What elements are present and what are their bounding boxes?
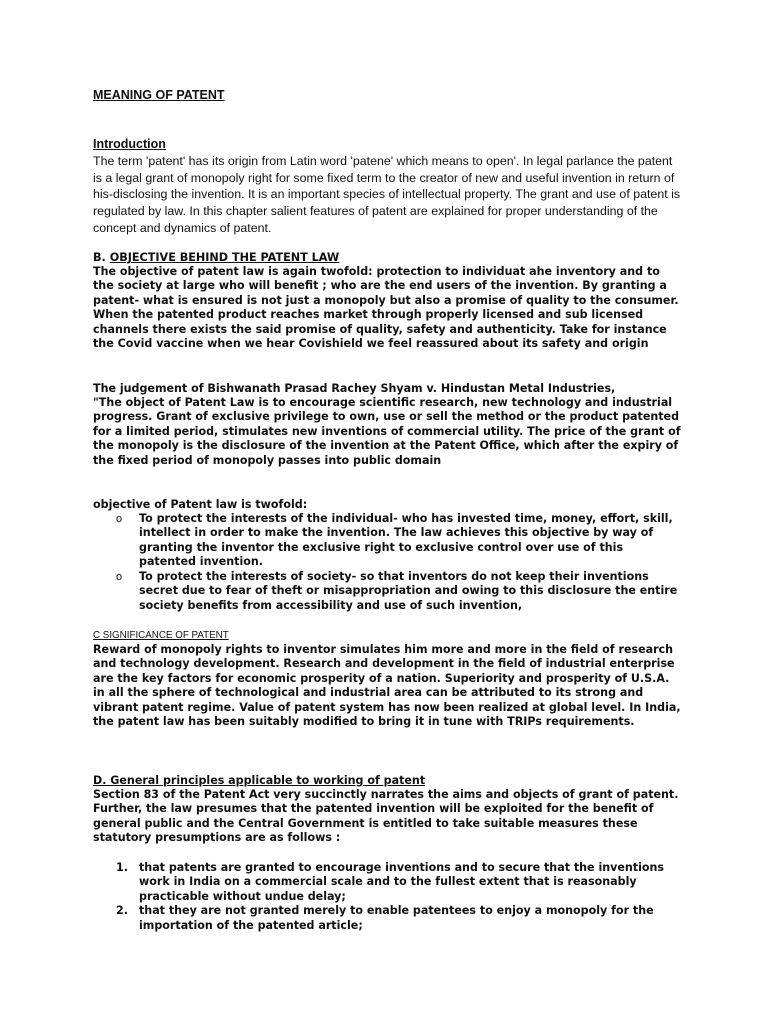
objective-bullet-list bbox=[112, 512, 682, 613]
list-number: 1. bbox=[116, 861, 128, 874]
bullet-circle-icon: o bbox=[116, 513, 123, 525]
list-text: that they are not granted merely to enable patentees to enjoy a monopoly for the importation of the patented article; bbox=[139, 904, 654, 932]
section-c-heading: C SIGNIFICANCE OF PATENT bbox=[93, 630, 229, 641]
bullet-text: To protect the interests of society- so that inventors do not keep their inventions secret due to fear of theft or misappropriation and owing to this disclosure the entire society benefits from accessibility and use of such invention, bbox=[139, 569, 678, 612]
objective-lead: objective of Patent law is twofold: bbox=[93, 498, 308, 511]
section-b-title: OBJECTIVE BEHIND THE PATENT LAW bbox=[109, 251, 340, 264]
section-b-prefix: B. bbox=[93, 251, 110, 264]
list-item bbox=[112, 861, 682, 904]
section-d-heading: D. General principles applicable to working of patent bbox=[93, 774, 426, 787]
bullet-circle-icon: o bbox=[116, 570, 123, 583]
page-title: MEANING OF PATENT bbox=[93, 88, 225, 102]
list-item bbox=[112, 570, 682, 613]
judgement-citation: The judgement of Bishwanath Prasad Rachey Shyam v. Hindustan Metal Industries, bbox=[93, 382, 616, 395]
bullet-text: To protect the interests of the individual- who has invested time, money, effort, skill, intellect in order to make the invention. The law achieves this objective by way of granting the inventor the exclusive right to exclusive control over use of this patented invention. bbox=[139, 512, 673, 569]
presumptions-numbered-list bbox=[112, 861, 682, 933]
section-c-paragraph: Reward of monopoly rights to inventor simulates him more and more in the field of research and technology development. Research and development in the field of industrial enterprise are the key factors for economic prosperity of a nation. Superiority and prosperity of U.S.A. in all the sphere of technological and industrial area can be attributed to its strong and vibrant patent regime. Value of patent system has now been realized at global level. In India, the patent law has been suitably modified to bring it in tune with TRIPs requirements. bbox=[93, 643, 681, 729]
section-b-heading bbox=[93, 251, 339, 265]
list-text: that patents are granted to encourage inventions and to secure that the inventions work in India on a commercial scale and to the fullest extent that is reasonably practicable without undue delay; bbox=[139, 861, 665, 903]
introduction-heading: Introduction bbox=[93, 137, 166, 151]
section-d-paragraph: Section 83 of the Patent Act very succinctly narrates the aims and objects of grant of patent. Further, the law presumes that the patented invention will be exploited for the benefit of general public and the Central Government is entitled to take suitable measures these statutory presumptions are as follows : bbox=[93, 788, 679, 845]
list-item bbox=[112, 512, 682, 570]
judgement-quote: "The object of Patent Law is to encourage scientific research, new technology and industrial progress. Grant of exclusive privilege to own, use or sell the method or the product patented for a limited period, stimulates new inventions of commercial utility. The price of the grant of the monopoly is the disclosure of the invention at the Patent Office, which after the expiry of the fixed period of monopoly passes into public domain bbox=[93, 396, 681, 467]
list-number: 2. bbox=[116, 904, 128, 918]
introduction-paragraph: The term 'patent' has its origin from Latin word 'patene' which means to open'. In legal parlance the patent is a legal grant of monopoly right for some fixed term to the creator of new and useful invention in return of his-disclosing the invention. It is an important species of intellectual property. The grant and use of patent is regulated by law. In this chapter salient features of patent are explained for proper understanding of the concept and dynamics of patent. bbox=[93, 154, 681, 235]
list-item bbox=[112, 904, 682, 933]
section-b-paragraph: The objective of patent law is again twofold: protection to individuat ahe inventory and to the society at large who will benefit ; who are the end users of the invention. By granting a patent- what is ensured is not just a monopoly but also a promise of quality to the consumer. When the patented product reaches market through properly licensed and sub licensed channels there exists the said promise of quality, safety and authenticity. Take for instance the Covid vaccine when we hear Covishield we feel reassured about its safety and origin bbox=[93, 265, 679, 351]
